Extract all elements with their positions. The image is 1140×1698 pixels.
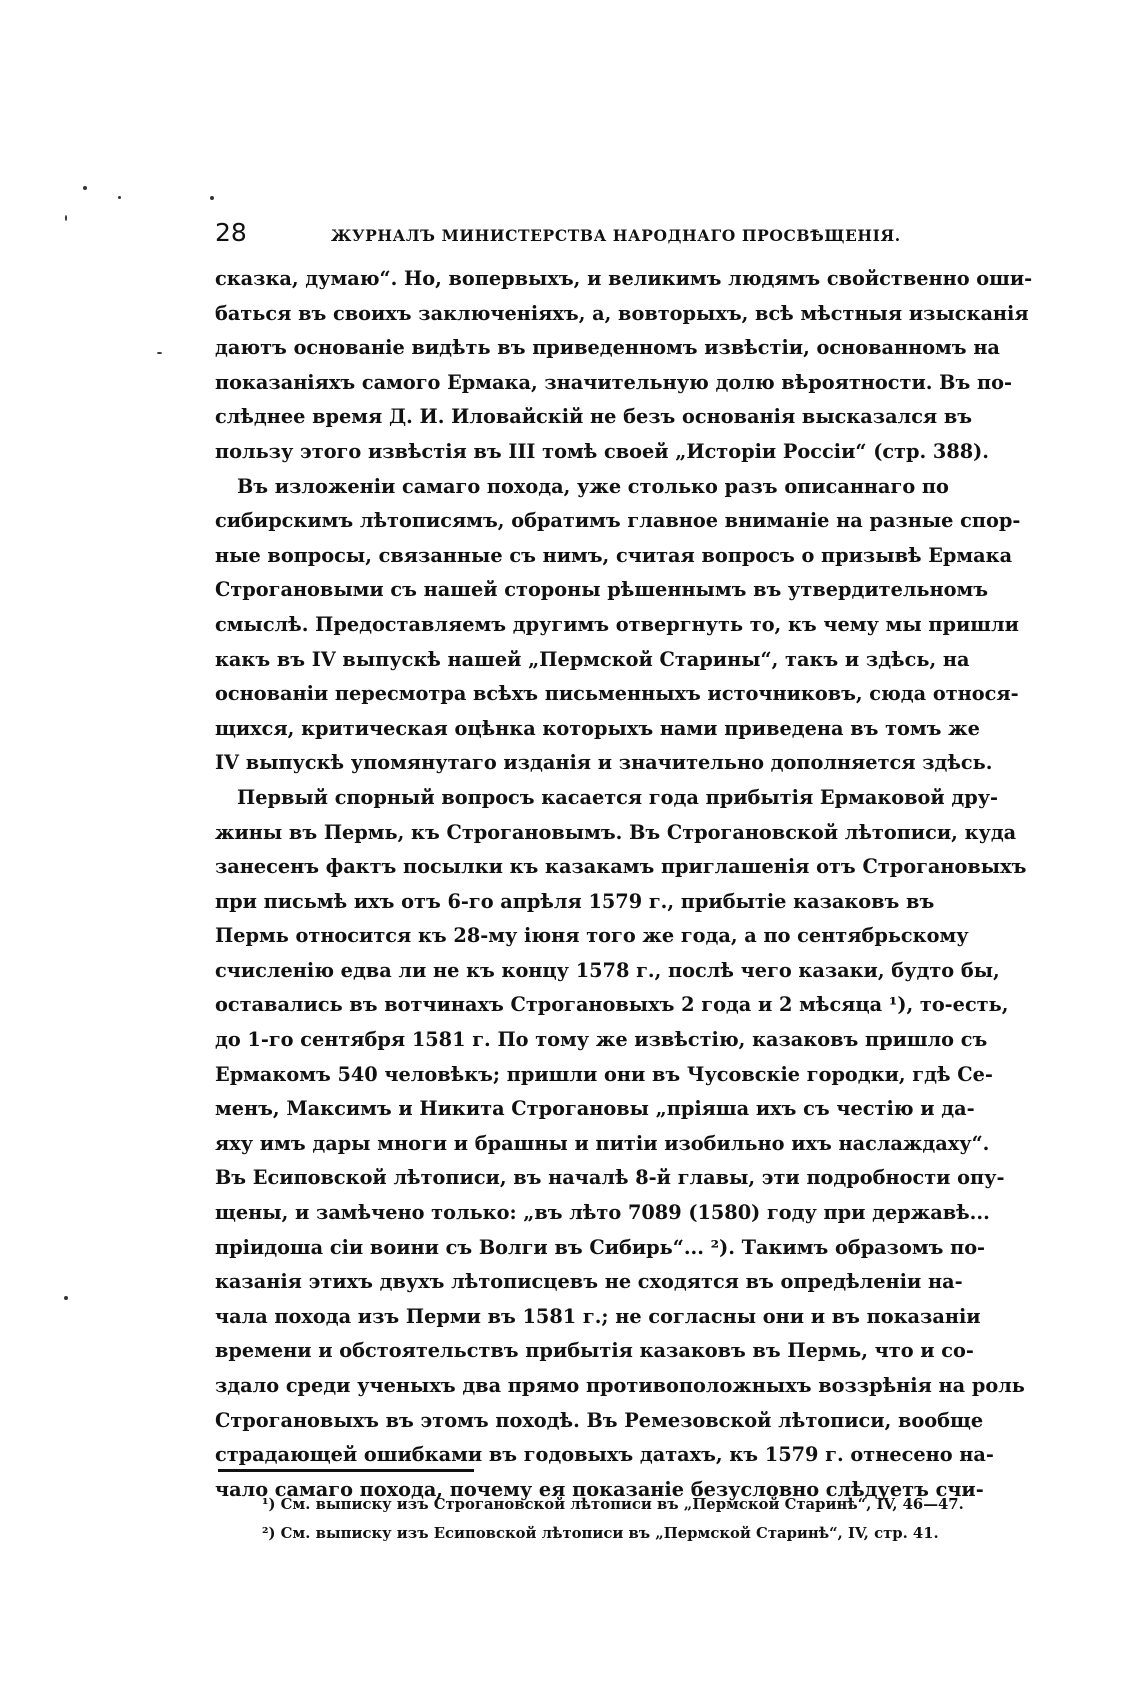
text-line: менъ, Максимъ и Никита Строгановы „пріяша ихъ съ честію и да- xyxy=(215,1097,975,1121)
text-line: оставались въ вотчинахъ Строгановыхъ 2 года и 2 мѣсяца ¹), то-есть, xyxy=(215,993,1009,1017)
text-line: показаніяхъ самого Ермака, значительную долю вѣроятности. Въ по- xyxy=(215,370,1012,394)
text-line: яху имъ дары многи и брашны и питіи изобильно ихъ наслаждаху“. xyxy=(215,1131,990,1155)
journal-title: ЖУРНАЛЪ МИНИСТЕРСТВА НАРОДНАГО ПРОСВѢЩЕНІЯ. xyxy=(331,226,901,245)
text-line: баться въ своихъ заключеніяхъ, а, вовторыхъ, всѣ мѣстныя изысканія xyxy=(215,301,1029,325)
text-line: при письмѣ ихъ отъ 6-го апрѣля 1579 г., прибытіе казаковъ въ xyxy=(215,889,935,913)
footnotes xyxy=(262,1490,964,1548)
text-line: Въ Есиповской лѣтописи, въ началѣ 8-й главы, эти подробности опу- xyxy=(215,1166,1005,1190)
footnote-2: ²) См. выписку изъ Есиповской лѣтописи въ „Пермской Старинѣ“, IV, стр. 41. xyxy=(262,1525,939,1542)
text-line: счисленію едва ли не къ концу 1578 г., послѣ чего казаки, будто бы, xyxy=(215,958,1000,982)
footnote-rule xyxy=(218,1469,474,1472)
text-line: смыслѣ. Предоставляемъ другимъ отвергнуть то, къ чему мы пришли xyxy=(215,612,1019,636)
text-line: щены, и замѣчено только: „въ лѣто 7089 (1580) году при державѣ... xyxy=(215,1201,990,1225)
text-line: сказка, думаю“. Но, вопервыхъ, и великимъ людямъ свойственно оши- xyxy=(215,267,1033,290)
text-line: Строгановыми съ нашей стороны рѣшеннымъ въ утвердительномъ xyxy=(215,578,989,602)
text-line: пользу этого извѣстія въ III томѣ своей „Исторіи Россіи“ (стр. 388). xyxy=(215,439,989,463)
text-line: даютъ основаніе видѣть въ приведенномъ извѣстіи, основанномъ на xyxy=(215,336,1000,360)
text-line: пріидоша сіи воини съ Волги въ Сибирь“... ²). Такимъ образомъ по- xyxy=(215,1235,986,1259)
text-line: сибирскимъ лѣтописямъ, обратимъ главное вниманіе на разные спор- xyxy=(215,509,1021,533)
text-line: до 1-го сентября 1581 г. По тому же извѣстію, казаковъ пришло съ xyxy=(215,1028,988,1052)
text-line: страдающей ошибками въ годовыхъ датахъ, къ 1579 г. отнесено на- xyxy=(215,1443,994,1467)
running-head xyxy=(215,218,925,247)
text-line: чало самаго похода, почему ея показаніе безусловно слѣдуетъ счи- xyxy=(215,1477,984,1501)
paragraph-first-line: Первый спорный вопросъ касается года прибытія Ермаковой дру- xyxy=(237,785,999,809)
text-line: ные вопросы, связанные съ нимъ, считая вопросъ о призывѣ Ермака xyxy=(215,543,1013,567)
text-line: жины въ Пермь, къ Строгановымъ. Въ Строгановской лѣтописи, куда xyxy=(215,820,1017,844)
text-line: какъ въ IV выпускѣ нашей „Пермской Старины“, такъ и здѣсь, на xyxy=(215,647,970,671)
text-line: щихся, критическая оцѣнка которыхъ нами приведена въ томъ же xyxy=(215,716,980,740)
text-line: времени и обстоятельствъ прибытія казаковъ въ Пермь, что и со- xyxy=(215,1339,974,1363)
text-line: IV выпускѣ упомянутаго изданія и значительно дополняется здѣсь. xyxy=(215,751,993,775)
text-line: Пермь относится къ 28-му іюня того же года, а по сентябрьскому xyxy=(215,924,969,948)
page-number: 28 xyxy=(215,218,247,247)
body-text xyxy=(215,262,1033,1507)
text-line: Строгановыхъ въ этомъ походѣ. Въ Ремезовской лѣтописи, вообще xyxy=(215,1408,984,1432)
footnote-1: ¹) См. выписку изъ Строгановской лѣтописи въ „Пермской Старинѣ“, IV, 46—47. xyxy=(262,1496,964,1513)
text-line: здало среди ученыхъ два прямо противоположныхъ воззрѣнія на роль xyxy=(215,1374,1025,1397)
text-line: Ермакомъ 540 человѣкъ; пришли они въ Чусовскіе городки, гдѣ Се- xyxy=(215,1062,993,1086)
text-line: занесенъ фактъ посылки къ казакамъ приглашенія отъ Строгановыхъ xyxy=(215,855,1027,879)
text-line: казанія этихъ двухъ лѣтописцевъ не сходятся въ опредѣленіи на- xyxy=(215,1270,963,1294)
paragraph-first-line: Въ изложеніи самаго похода, уже столько разъ описаннаго по xyxy=(237,474,949,498)
text-line: слѣднее время Д. И. Иловайскій не безъ основанія высказался въ xyxy=(215,405,973,429)
text-line: чала похода изъ Перми въ 1581 г.; не согласны они и въ показаніи xyxy=(215,1304,981,1328)
text-line: основаніи пересмотра всѣхъ письменныхъ источниковъ, сюда относя- xyxy=(215,682,1019,706)
